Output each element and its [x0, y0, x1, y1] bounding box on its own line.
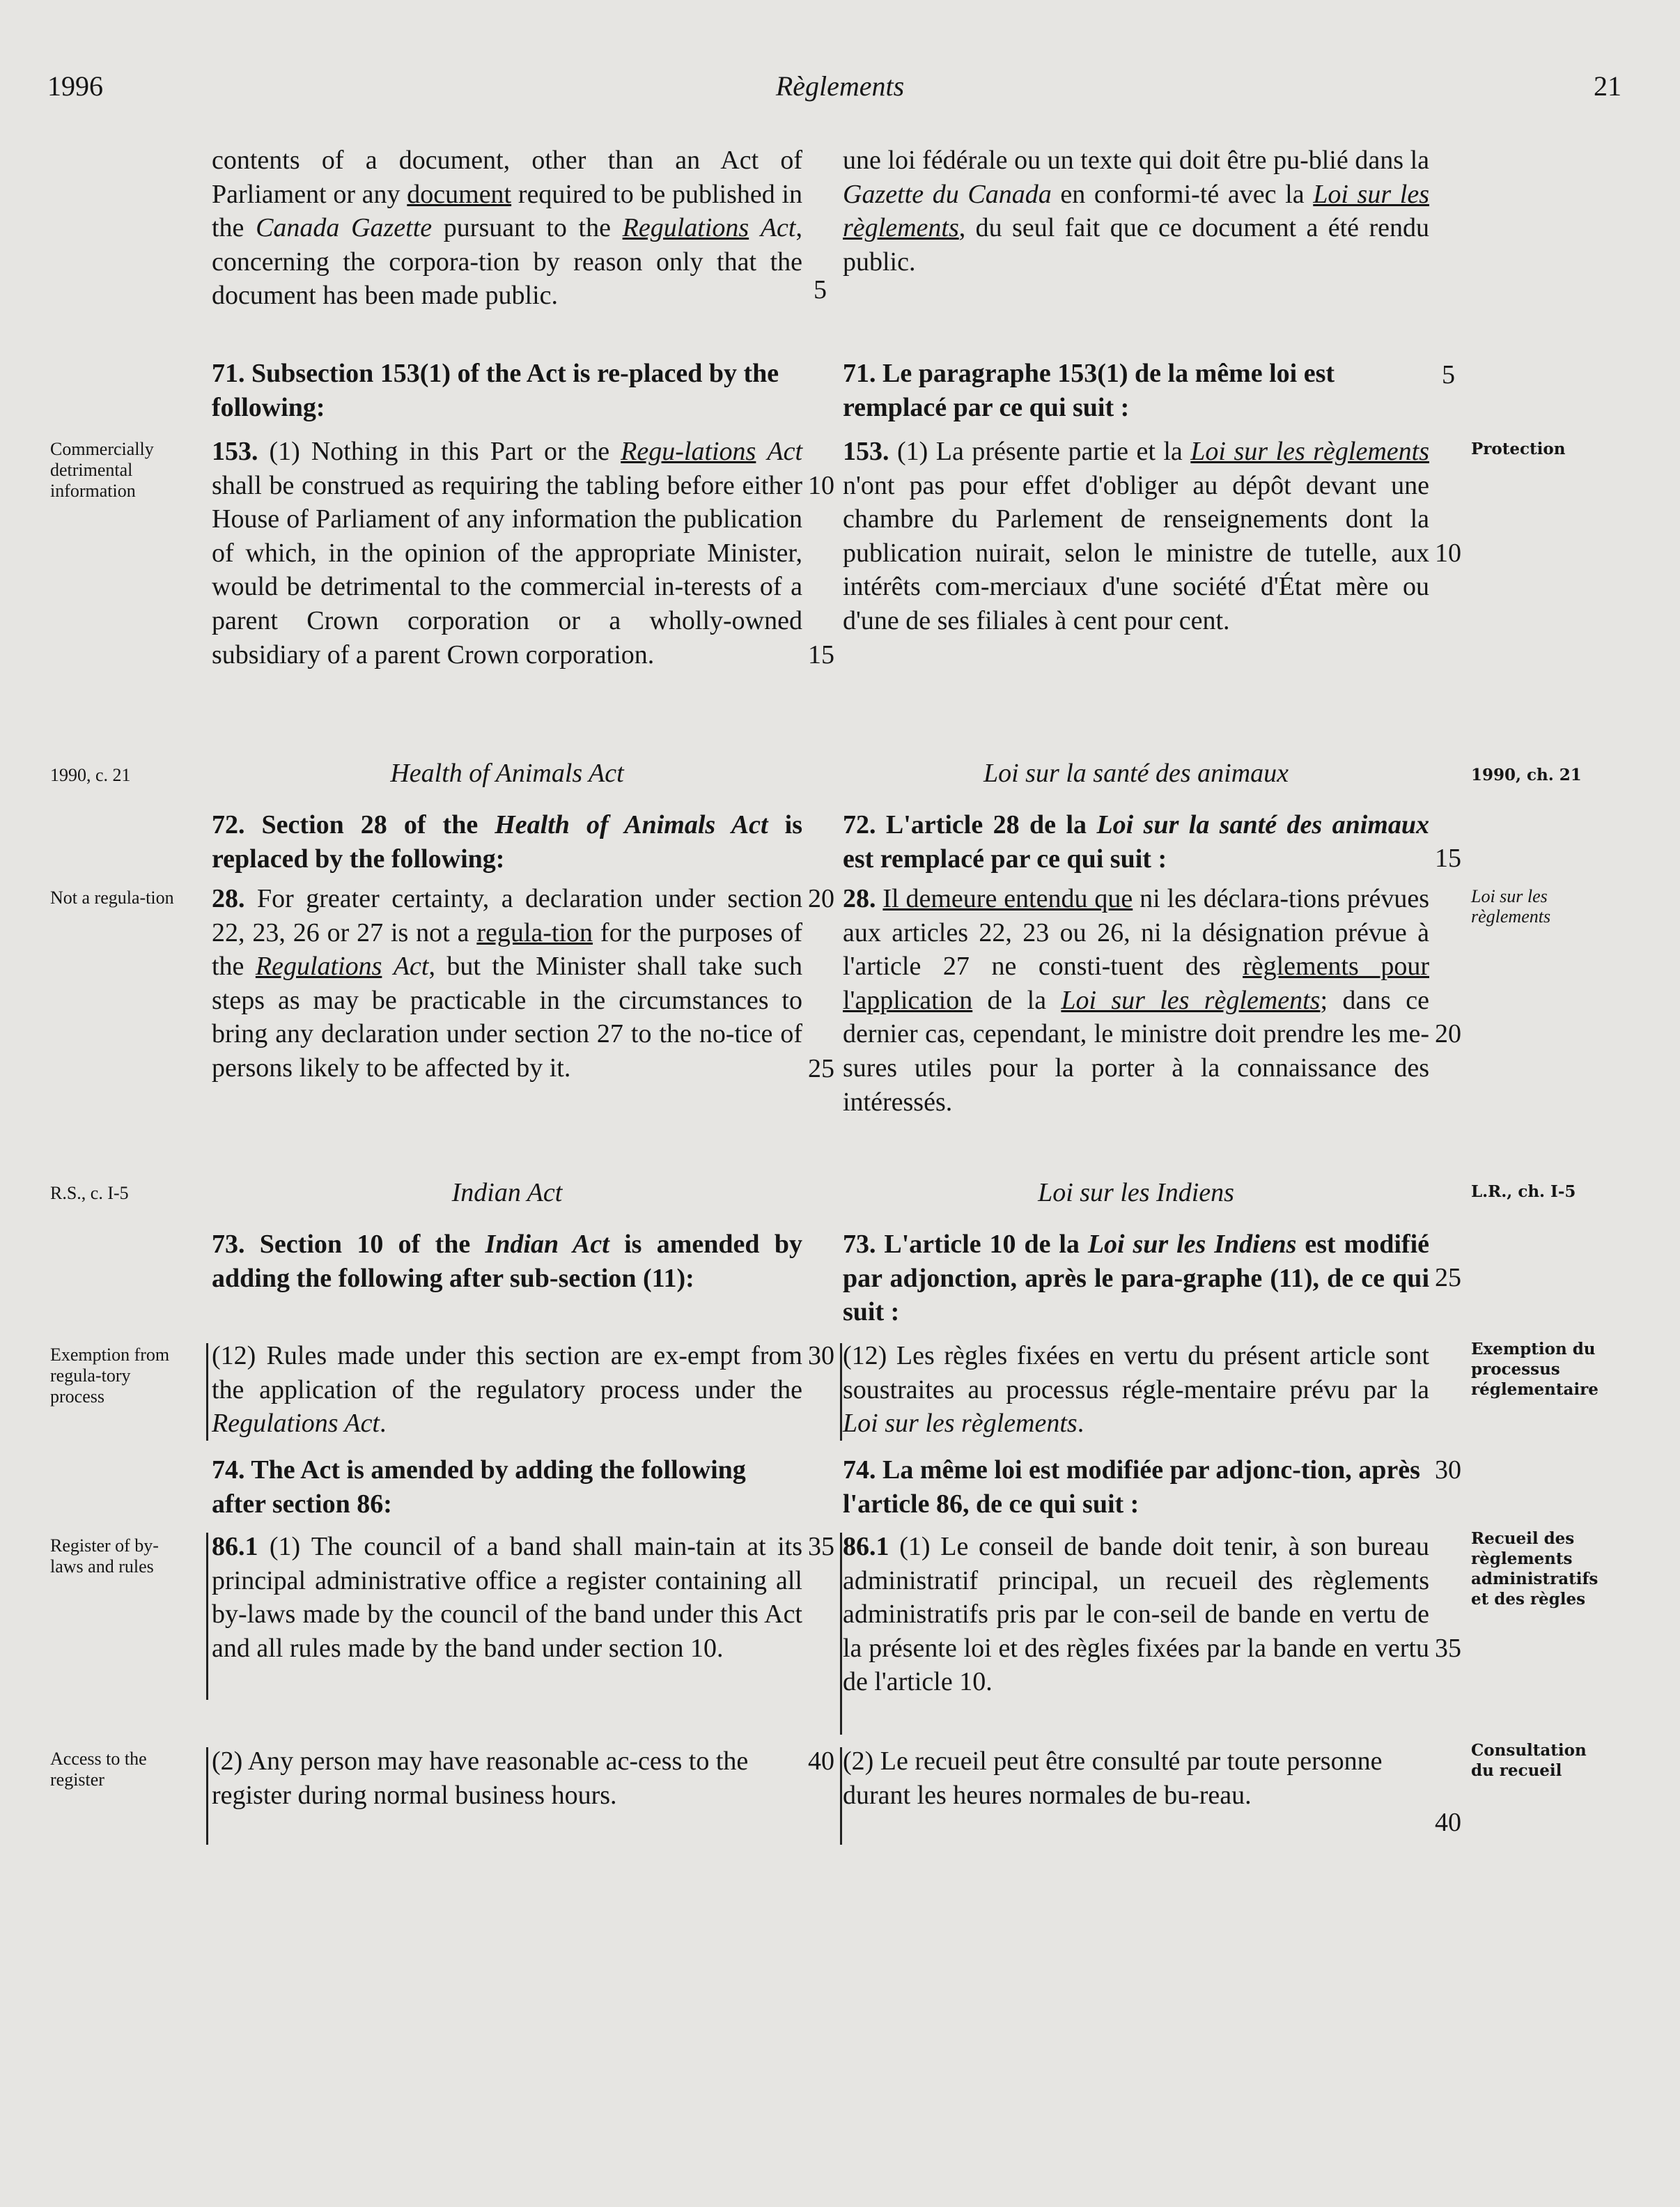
- change-bar: [840, 1747, 842, 1845]
- indian-act-title-fr: Loi sur les Indiens: [1038, 1178, 1234, 1207]
- s28-fr-text: 28. Il demeure entendu que ni les déclara-tions prévues aux articles 22, 23 ou 26, ni la désignation prévue à l'article 27 ne consti-tuent des règlements pour l'application de la Loi sur les règlements; dans ce dernier cas, cependant, le ministre doit prendre les me-sures utiles pour la porter à la connaissance des intéressés.: [843, 884, 1429, 1117]
- health-act-title-en: Health of Animals Act: [390, 759, 624, 788]
- line-number: 40: [808, 1747, 834, 1776]
- s70-tail-fr: [843, 144, 1429, 279]
- s86-1-fr: [843, 1530, 1429, 1699]
- s74-heading-en: 74. The Act is amended by adding the following after section 86:: [212, 1455, 746, 1519]
- s73-heading-en-text: 73. Section 10 of the Indian Act is amended by adding the following after sub-section (11):: [212, 1230, 802, 1293]
- s71-heading-en: 71. Subsection 153(1) of the Act is re-placed by the following:: [212, 359, 779, 422]
- s10-12-en-text: (12) Rules made under this section are ex-empt from the application of the regulatory process under the Regulations Act.: [212, 1341, 802, 1439]
- line-number: 35: [1435, 1634, 1461, 1663]
- s72-heading-en-text: 72. Section 28 of the Health of Animals Act is replaced by the following:: [212, 810, 802, 874]
- line-number: 20: [808, 884, 834, 913]
- line-number: 25: [808, 1054, 834, 1083]
- page-number: 21: [1594, 70, 1621, 102]
- s153-fr-text: 153. (1) La présente partie et la Loi sur les règlements n'ont pas pour effet d'obliger au dépôt devant une chambre du Parlement de renseignements dont la publication nuirait, selon le ministre de tutelle, aux intérêts com-merciaux d'une société d'État mère ou d'une de ses filiales à cent pour cent.: [843, 437, 1429, 635]
- health-act-title-fr: Loi sur la santé des animaux: [983, 759, 1289, 788]
- margin-note-1990-c21: 1990, c. 21: [50, 765, 131, 785]
- margin-note-not-a-regulation: Not a regula-tion: [50, 888, 174, 908]
- change-bar: [206, 1533, 208, 1700]
- change-bar: [206, 1343, 208, 1441]
- line-number: 30: [808, 1341, 834, 1370]
- s73-heading-fr: [843, 1228, 1429, 1329]
- line-number: 15: [808, 640, 834, 669]
- s10-12-fr: [843, 1339, 1429, 1441]
- line-number: 40: [1435, 1808, 1461, 1837]
- margin-note-rs-c-i5: R.S., c. I-5: [50, 1183, 129, 1203]
- s72-heading-fr-text: 72. L'article 28 de la Loi sur la santé des animaux est remplacé par ce qui suit :: [843, 810, 1429, 874]
- s72-heading-en: [212, 808, 802, 876]
- margin-note-commercially-detrimental: Commercially detrimental information: [50, 439, 154, 501]
- s86-1-en-text: 86.1 (1) The council of a band shall main-tain at its principal administrative office a register containing all by-laws made by the council of the band under this Act and all rules made by the band under section 10.: [212, 1532, 802, 1663]
- line-number: 5: [1442, 360, 1455, 389]
- line-number: 5: [814, 275, 827, 304]
- s153-fr: [843, 435, 1429, 638]
- header-year: 1996: [47, 70, 103, 102]
- s10-12-en: [212, 1339, 802, 1441]
- margin-note-exemption-du-processus: Exemption du processus réglementaire: [1471, 1340, 1599, 1399]
- s70-tail-en-text: contents of a document, other than an Act of Parliament or any document required to be published in the Canada Gazette pursuant to the Regulations Act, concerning the corpora-tion by reason only that the document has been made public.: [212, 146, 802, 311]
- line-number: 15: [1435, 844, 1461, 873]
- s10-12-fr-text: (12) Les règles fixées en vertu du présent article sont soustraites au processus régle-mentaire prévu par la Loi sur les règlements.: [843, 1341, 1429, 1439]
- margin-note-protection: Protection: [1471, 440, 1566, 458]
- line-number: 10: [808, 471, 834, 500]
- margin-note-access-register: Access to the register: [50, 1749, 147, 1790]
- margin-note-recueil-reglements: Recueil des règlements administratifs et des règles: [1471, 1529, 1599, 1609]
- s153-en-text: 153. (1) Nothing in this Part or the Regu-lations Act shall be construed as requiring the tabling before either House of Parliament of any information the publication of which, in the opinion of the appropriate Minister, would be detrimental to the commercial in-terests of a parent Crown corporation or a wholly-owned subsidiary of a parent Crown corporation.: [212, 437, 803, 669]
- s86-1-en: [212, 1530, 802, 1665]
- s86-2-en: (2) Any person may have reasonable ac-cess to the register during normal business hours.: [212, 1747, 749, 1810]
- margin-note-exemption-regulatory: Exemption from regula-tory process: [50, 1345, 170, 1407]
- s86-1-fr-text: 86.1 (1) Le conseil de bande doit tenir, à son bureau administratif principal, un recueil des règlements administratifs pris par le con-seil de bande en vertu de la présente loi et des règles fixées par la bande en vertu de l'article 10.: [843, 1532, 1429, 1697]
- change-bar: [206, 1747, 208, 1845]
- s28-en: [212, 882, 802, 1085]
- change-bar: [840, 1533, 842, 1735]
- indian-act-title-en: Indian Act: [451, 1178, 563, 1207]
- s72-heading-fr: [843, 808, 1429, 876]
- margin-note-consultation-recueil: Consultation du recueil: [1471, 1741, 1587, 1780]
- line-number: 20: [1435, 1019, 1461, 1048]
- s73-heading-fr-text: 73. L'article 10 de la Loi sur les Indiens est modifié par adjonction, après le para-graphe (11), de ce qui suit :: [843, 1230, 1429, 1327]
- s70-tail-fr-text: une loi fédérale ou un texte qui doit être pu-blié dans la Gazette du Canada en conformi-té avec la Loi sur les règlements, du seul fait que ce document a été rendu public.: [843, 146, 1429, 277]
- s86-2-fr: (2) Le recueil peut être consulté par toute personne durant les heures normales de bu-reau.: [843, 1747, 1383, 1810]
- s153-en: [212, 435, 802, 672]
- line-number: 35: [808, 1532, 834, 1561]
- line-number: 25: [1435, 1263, 1461, 1292]
- s28-en-text: 28. For greater certainty, a declaration under section 22, 23, 26 or 27 is not a regula-tion for the purposes of the Regulations Act, but the Minister shall take such steps as may be practicable in the circumstances to bring any declaration under section 27 to the no-tice of persons likely to be affected by it.: [212, 884, 803, 1083]
- margin-note-register-bylaws: Register of by-laws and rules: [50, 1535, 159, 1577]
- header-title: Règlements: [775, 70, 905, 102]
- s73-heading-en: [212, 1228, 802, 1295]
- s71-heading-fr: 71. Le paragraphe 153(1) de la même loi est remplacé par ce qui suit :: [843, 359, 1335, 422]
- line-number: 30: [1435, 1455, 1461, 1485]
- margin-note-lr-ch-i5: L.R., ch. I-5: [1471, 1182, 1576, 1201]
- s28-fr: [843, 882, 1429, 1119]
- margin-note-loi-sur-les-reglements: Loi sur les règlements: [1471, 886, 1551, 927]
- change-bar: [840, 1343, 842, 1441]
- s74-heading-fr: 74. La même loi est modifiée par adjonc-tion, après l'article 86, de ce qui suit :: [843, 1455, 1420, 1519]
- s70-tail-en: [212, 144, 802, 313]
- margin-note-1990-ch21: 1990, ch. 21: [1471, 766, 1582, 784]
- line-number: 10: [1435, 539, 1461, 568]
